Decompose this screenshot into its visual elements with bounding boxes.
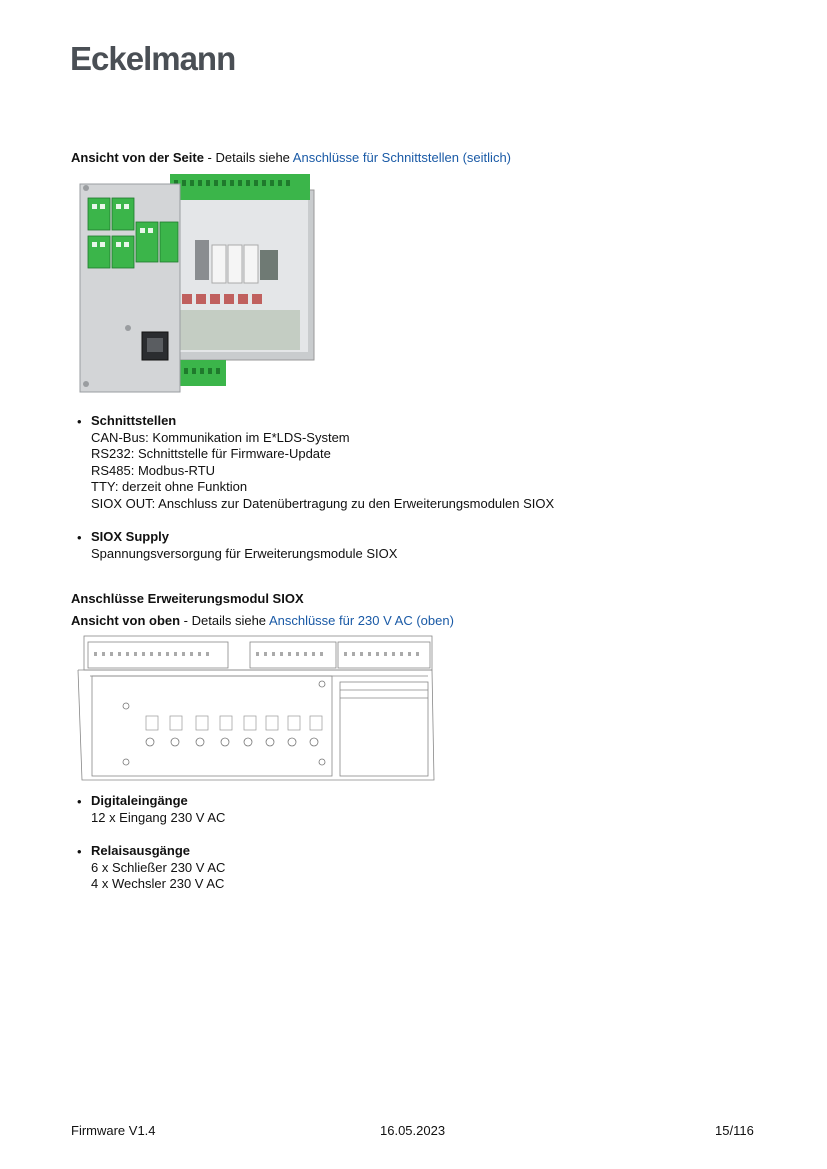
footer-firmware: Firmware V1.4 — [71, 1123, 156, 1138]
interfaces-line: RS232: Schnittstelle für Firmware-Update — [91, 446, 331, 462]
interfaces-title: Schnittstellen — [91, 413, 177, 428]
top-view-link[interactable]: Anschlüsse für 230 V AC (oben) — [268, 613, 454, 628]
siox-connections-heading: Anschlüsse Erweiterungsmodul SIOX — [71, 591, 304, 606]
digital-inputs-title: Digitaleingänge — [91, 793, 188, 808]
siox-supply-block — [91, 529, 397, 562]
siox-supply-title: SIOX Supply — [91, 529, 170, 544]
bullet-marker: • — [77, 844, 82, 859]
top-view-separator: - Details siehe — [180, 613, 269, 628]
relay-outputs-title: Relaisausgänge — [91, 843, 190, 858]
side-view-separator: - Details siehe — [203, 150, 293, 165]
digital-inputs-line: 12 x Eingang 230 V AC — [91, 809, 226, 825]
top-view-title: Ansicht von oben — [71, 613, 181, 628]
relay-outputs-line: 6 x Schließer 230 V AC — [91, 859, 226, 875]
relay-outputs-block — [91, 843, 225, 893]
bullet-marker: • — [77, 414, 82, 429]
side-view-caption — [71, 150, 511, 166]
side-view-title: Ansicht von der Seite — [71, 150, 204, 165]
interfaces-line: CAN-Bus: Kommunikation im E*LDS-System — [91, 429, 350, 445]
siox-top-view-image — [70, 632, 440, 784]
interfaces-line: RS485: Modbus-RTU — [91, 462, 216, 478]
device-side-view-image — [70, 170, 316, 402]
side-view-link[interactable]: Anschlüsse für Schnittstellen (seitlich) — [292, 150, 511, 165]
footer-page-number: 15/116 — [715, 1123, 754, 1138]
interfaces-line: TTY: derzeit ohne Funktion — [91, 479, 248, 495]
footer-date: 16.05.2023 — [380, 1123, 446, 1138]
relay-outputs-line: 4 x Wechsler 230 V AC — [91, 876, 225, 892]
bullet-marker: • — [77, 794, 82, 809]
bullet-marker: • — [77, 530, 82, 545]
top-view-caption — [71, 613, 454, 629]
digital-inputs-block — [91, 793, 225, 826]
interfaces-block — [91, 413, 554, 513]
interfaces-line: SIOX OUT: Anschluss zur Datenübertragung zu den Erweiterungsmodulen SIOX — [91, 495, 555, 511]
siox-supply-line: Spannungsversorgung für Erweiterungsmodule SIOX — [91, 545, 398, 561]
brand-logo: Eckelmann — [70, 40, 236, 77]
